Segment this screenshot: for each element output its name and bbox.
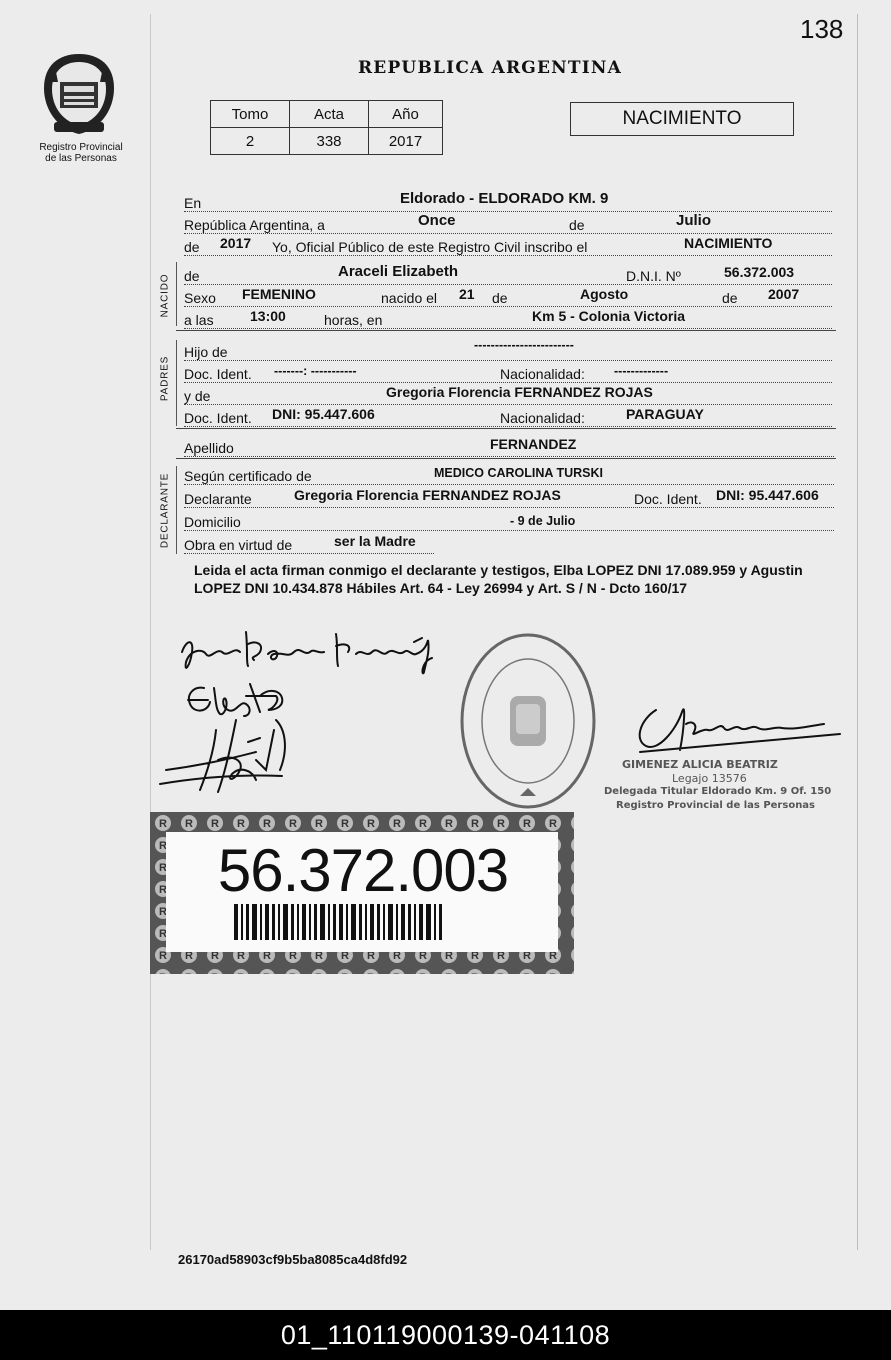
declarante-line xyxy=(184,487,834,508)
obra-line xyxy=(184,533,434,554)
domicilio-line xyxy=(184,510,834,531)
obra-value: ser la Madre xyxy=(334,533,416,549)
father-doc: -------: ----------- xyxy=(274,364,357,378)
barcode-bar xyxy=(320,904,325,940)
de-label: de xyxy=(569,217,585,233)
declarante-doc-label: Doc. Ident. xyxy=(634,491,702,507)
barcode-bar xyxy=(439,904,442,940)
official-legajo: Legajo 13576 xyxy=(672,772,747,785)
barcode-bar xyxy=(302,904,306,940)
barcode-bar xyxy=(401,904,405,940)
barcode-bar xyxy=(309,904,311,940)
barcode-bar xyxy=(426,904,431,940)
declarante-section-label: DECLARANTE xyxy=(159,472,171,549)
nacido-name-line xyxy=(184,264,832,285)
nacido-de-label: de xyxy=(184,268,200,284)
nacido-el-label: nacido el xyxy=(381,290,438,306)
birth-year: 2007 xyxy=(768,286,800,302)
barcode-bar xyxy=(383,904,385,940)
nacido-section-label: NACIDO xyxy=(159,273,171,318)
place-line xyxy=(184,191,832,212)
official-signature xyxy=(626,690,846,760)
barcode-bar xyxy=(377,904,380,940)
barcode-bar xyxy=(339,904,343,940)
record-table-value-row xyxy=(211,128,443,155)
barcode-bar xyxy=(234,904,238,940)
acta-header: Acta xyxy=(290,101,369,128)
barcode-bar xyxy=(351,904,356,940)
tomo-header: Tomo xyxy=(211,101,290,128)
date-line xyxy=(184,213,832,234)
certificado-value: MEDICO CAROLINA TURSKI xyxy=(434,466,603,480)
father-nationality: ------------- xyxy=(614,364,669,378)
nacido-bracket xyxy=(176,262,177,326)
barcode-bar xyxy=(419,904,423,940)
child-dni: 56.372.003 xyxy=(724,264,795,280)
de-label-4: de xyxy=(722,290,738,306)
barcode-bar xyxy=(265,904,269,940)
sexo-label: Sexo xyxy=(184,290,216,306)
logo-caption-line2: de las Personas xyxy=(45,153,117,164)
domicilio-label: Domicilio xyxy=(184,514,241,530)
declarante-doc: DNI: 95.447.606 xyxy=(716,487,819,503)
apellido-label: Apellido xyxy=(184,440,234,456)
father-line xyxy=(184,340,832,361)
year-value: 2017 xyxy=(220,235,252,251)
place-value: Eldorado - ELDORADO KM. 9 xyxy=(400,190,609,207)
section-divider-1 xyxy=(176,330,836,331)
barcode-bar xyxy=(396,904,398,940)
barcode-bar xyxy=(333,904,336,940)
barcode-bar xyxy=(314,904,317,940)
barcode-bar xyxy=(260,904,262,940)
official-title: Delegada Titular Eldorado Km. 9 Of. 150 xyxy=(604,786,832,797)
day-value: Once xyxy=(418,212,456,229)
apellido-line xyxy=(184,436,834,457)
mother-doc-label: Doc. Ident. xyxy=(184,410,252,426)
declarante-bracket xyxy=(176,466,177,554)
scan-id-bar: 01_110119000139-041108 xyxy=(0,1310,891,1360)
anio-value: 2017 xyxy=(369,128,443,155)
record-table-header-row xyxy=(211,101,443,128)
barcode-bar xyxy=(414,904,416,940)
en-label: En xyxy=(184,195,202,211)
barcode-bar xyxy=(388,904,393,940)
father-doc-label: Doc. Ident. xyxy=(184,366,252,382)
birth-month: Agosto xyxy=(580,286,629,302)
birth-day: 21 xyxy=(459,286,475,302)
apellido-value: FERNANDEZ xyxy=(490,436,577,452)
mother-nationality-label: Nacionalidad: xyxy=(500,410,585,426)
declarante-label: Declarante xyxy=(184,491,252,507)
section-divider-3 xyxy=(176,458,836,459)
sexo-value: FEMENINO xyxy=(242,286,316,302)
barcode-bar xyxy=(346,904,348,940)
birth-place-line xyxy=(184,308,832,329)
sexo-line xyxy=(184,286,832,307)
month-value: Julio xyxy=(676,212,712,229)
barcode-bar xyxy=(370,904,374,940)
padres-section-label: PADRES xyxy=(159,355,171,402)
registro-text: Yo, Oficial Público de este Registro Civil inscribo el xyxy=(272,239,588,255)
event-value: NACIMIENTO xyxy=(684,235,773,251)
a-las-label: a las xyxy=(184,312,214,328)
birth-time: 13:00 xyxy=(250,308,286,324)
logo-caption xyxy=(24,142,138,164)
anio-header: Año xyxy=(369,101,443,128)
certificado-label: Según certificado de xyxy=(184,468,312,484)
father-doc-line xyxy=(184,362,832,383)
registro-line xyxy=(184,235,832,256)
official-registry: Registro Provincial de las Personas xyxy=(616,800,816,811)
closing-statement: Leida el acta firman conmigo el declarante y testigos, Elba LOPEZ DNI 17.089.959 y Agustin LOPEZ DNI 10.434.878 Hábiles Art. 64 - Ley 26994 y Art. S / N - Dcto 160/17 xyxy=(194,562,803,596)
barcode-bar xyxy=(434,904,436,940)
barcode-bar xyxy=(365,904,367,940)
record-type-box: NACIMIENTO xyxy=(570,102,794,136)
acta-value: 338 xyxy=(290,128,369,155)
barcode-bar xyxy=(252,904,257,940)
declarante-value: Gregoria Florencia FERNANDEZ ROJAS xyxy=(294,487,561,503)
birth-place: Km 5 - Colonia Victoria xyxy=(532,308,685,324)
padres-bracket xyxy=(176,340,177,426)
document-title: REPUBLICA ARGENTINA xyxy=(357,58,623,78)
barcode-bar xyxy=(297,904,299,940)
barcode-bar xyxy=(328,904,330,940)
father-name: ------------------------ xyxy=(474,338,574,352)
misiones-seal-logo xyxy=(40,52,118,136)
record-table xyxy=(210,100,443,155)
de-label-3: de xyxy=(492,290,508,306)
child-name: Araceli Elizabeth xyxy=(338,263,459,280)
document-hash: 26170ad58903cf9b5ba8085ca4d8fd92 xyxy=(178,1252,408,1267)
registry-oval-stamp xyxy=(458,630,598,812)
mother-nationality: PARAGUAY xyxy=(626,406,704,422)
page-number: 138 xyxy=(800,14,844,44)
hijo-de-label: Hijo de xyxy=(184,344,228,360)
domicilio-value: - 9 de Julio xyxy=(510,514,576,528)
obra-label: Obra en virtud de xyxy=(184,537,293,553)
mother-doc: DNI: 95.447.606 xyxy=(272,406,375,422)
section-divider-2 xyxy=(176,428,836,429)
barcode-bar xyxy=(278,904,280,940)
barcode-bar xyxy=(241,904,243,940)
logo-caption-line1: Registro Provincial xyxy=(39,142,123,153)
barcode-bar xyxy=(272,904,275,940)
barcode-number: 56.372.003 xyxy=(217,837,509,904)
barcode-bar xyxy=(359,904,362,940)
horas-en-label: horas, en xyxy=(324,312,383,328)
mother-line xyxy=(184,384,832,405)
barcode-bar xyxy=(283,904,288,940)
official-name: GIMENEZ ALICIA BEATRIZ xyxy=(622,758,778,771)
y-de-label: y de xyxy=(184,388,211,404)
dni-label: D.N.I. Nº xyxy=(626,268,681,284)
certificado-line xyxy=(184,464,834,485)
declarant-signature xyxy=(176,622,446,682)
de-label-2: de xyxy=(184,239,200,255)
mother-name: Gregoria Florencia FERNANDEZ ROJAS xyxy=(386,384,653,400)
barcode-bar xyxy=(246,904,249,940)
barcode-bar xyxy=(408,904,411,940)
witness-signature-2 xyxy=(156,700,316,800)
republica-label: República Argentina, a xyxy=(184,217,325,233)
barcode-bar xyxy=(291,904,294,940)
tomo-value: 2 xyxy=(211,128,290,155)
father-nationality-label: Nacionalidad: xyxy=(500,366,585,382)
mother-doc-line xyxy=(184,406,832,427)
